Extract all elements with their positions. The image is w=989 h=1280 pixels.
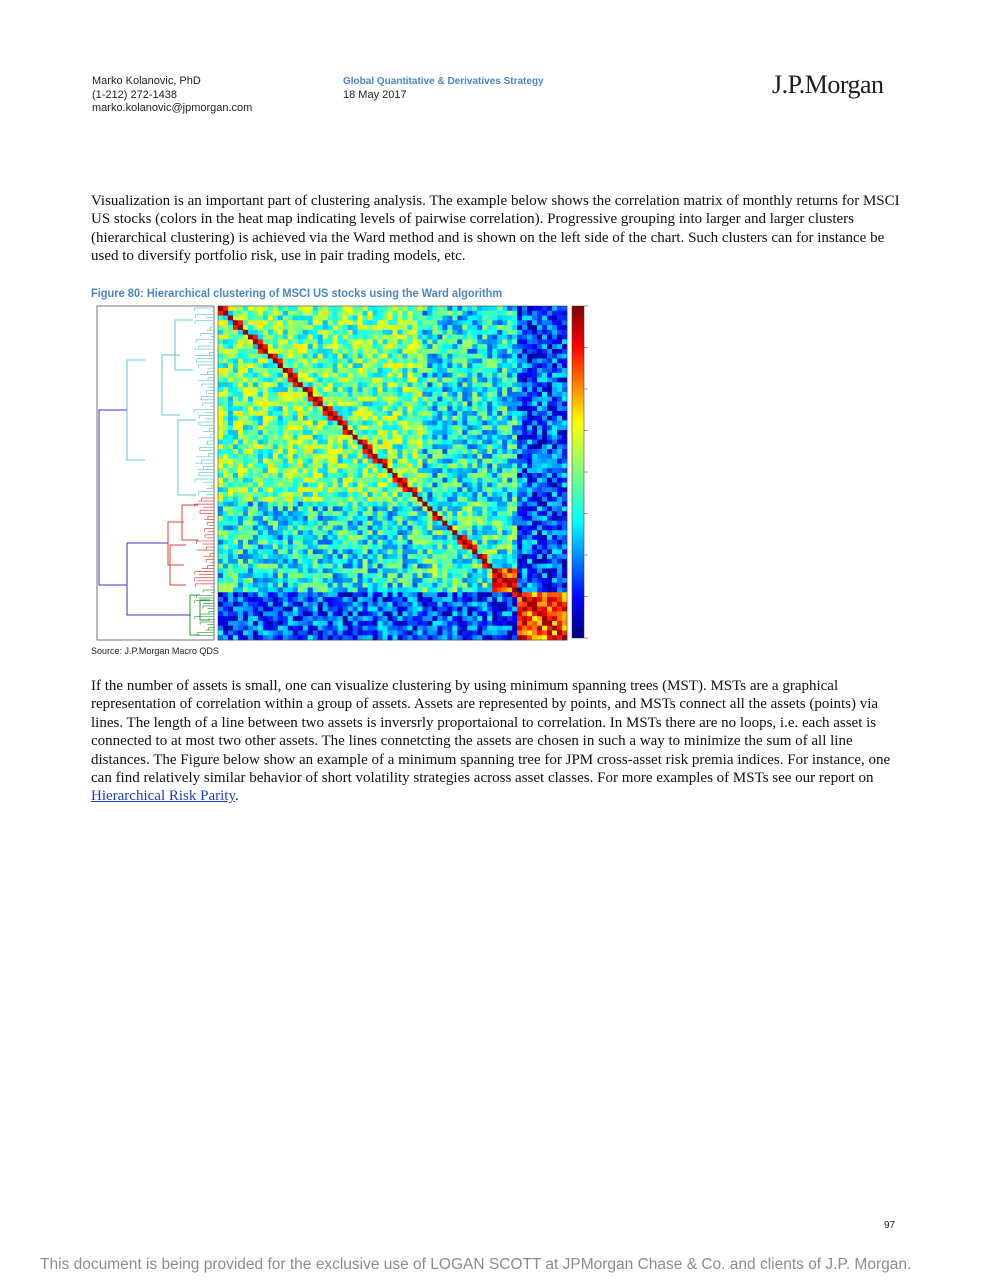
department-block [343, 75, 544, 102]
colorbar [572, 306, 584, 638]
report-date: 18 May 2017 [343, 88, 407, 101]
figure-source: Source: J.P.Morgan Macro QDS [91, 646, 219, 656]
mst-paragraph [91, 677, 901, 806]
intro-paragraph: Visualization is an important part of clustering analysis. The example below shows the correlation matrix of monthly returns for MSCI US stocks (colors in the heat map indicating levels of pairwise correlation). Progressive grouping into larger and larger clusters (hierarchical clustering) is achieved via the Ward method and is shown on the left side of the chart. Such clusters can for instance be used to diversify portfolio risk, use in pair trading models, etc. [91, 193, 900, 265]
department-name: Global Quantitative & Derivatives Strategy [343, 76, 544, 87]
figure-title: Figure 80: Hierarchical clustering of MSCI US stocks using the Ward algorithm [91, 286, 503, 300]
footer-disclaimer: This document is being provided for the exclusive use of LOGAN SCOTT at JPMorgan Chase & Co. and clients of J.P. Morgan. [40, 1256, 912, 1273]
dendrogram-frame [97, 306, 214, 640]
colorbar-ticks [584, 306, 588, 638]
mst-paragraph-end: . [234, 788, 239, 805]
correlation-heatmap [218, 306, 567, 640]
author-email: marko.kolanovic@jpmorgan.com [92, 102, 253, 114]
author-block [92, 75, 252, 116]
jpmorgan-logo: J.P.Morgan [772, 70, 884, 99]
clustering-figure [90, 300, 610, 645]
mst-paragraph-text: If the number of assets is small, one can visualize clustering by using minimum spanning trees (MST). MSTs are a graphical representation of correlation within a group of assets. Assets are represented by points, and MSTs connect all the assets (points) via lines. The length of a line between two assets is inversrly proportaional to correlation. In MSTs there are no loops, i.e. each asset is connected to at most two other assets. The lines connetcting the assets are chosen in such a way to minimize the sum of all line distances. The Figure below show an example of a minimum spanning tree for JPM cross-asset risk premia indices. For instance, one can find relatively similar behavior of short volatility strategies across asset classes. For more examples of MSTs see our report on [91, 678, 891, 787]
page-number: 97 [884, 1220, 896, 1231]
author-name: Marko Kolanovic, PhD [92, 75, 201, 87]
author-phone: (1-212) 272-1438 [92, 88, 178, 101]
hierarchical-risk-parity-link[interactable]: Hierarchical Risk Parity [91, 788, 235, 805]
clustering-graphic [90, 300, 610, 645]
